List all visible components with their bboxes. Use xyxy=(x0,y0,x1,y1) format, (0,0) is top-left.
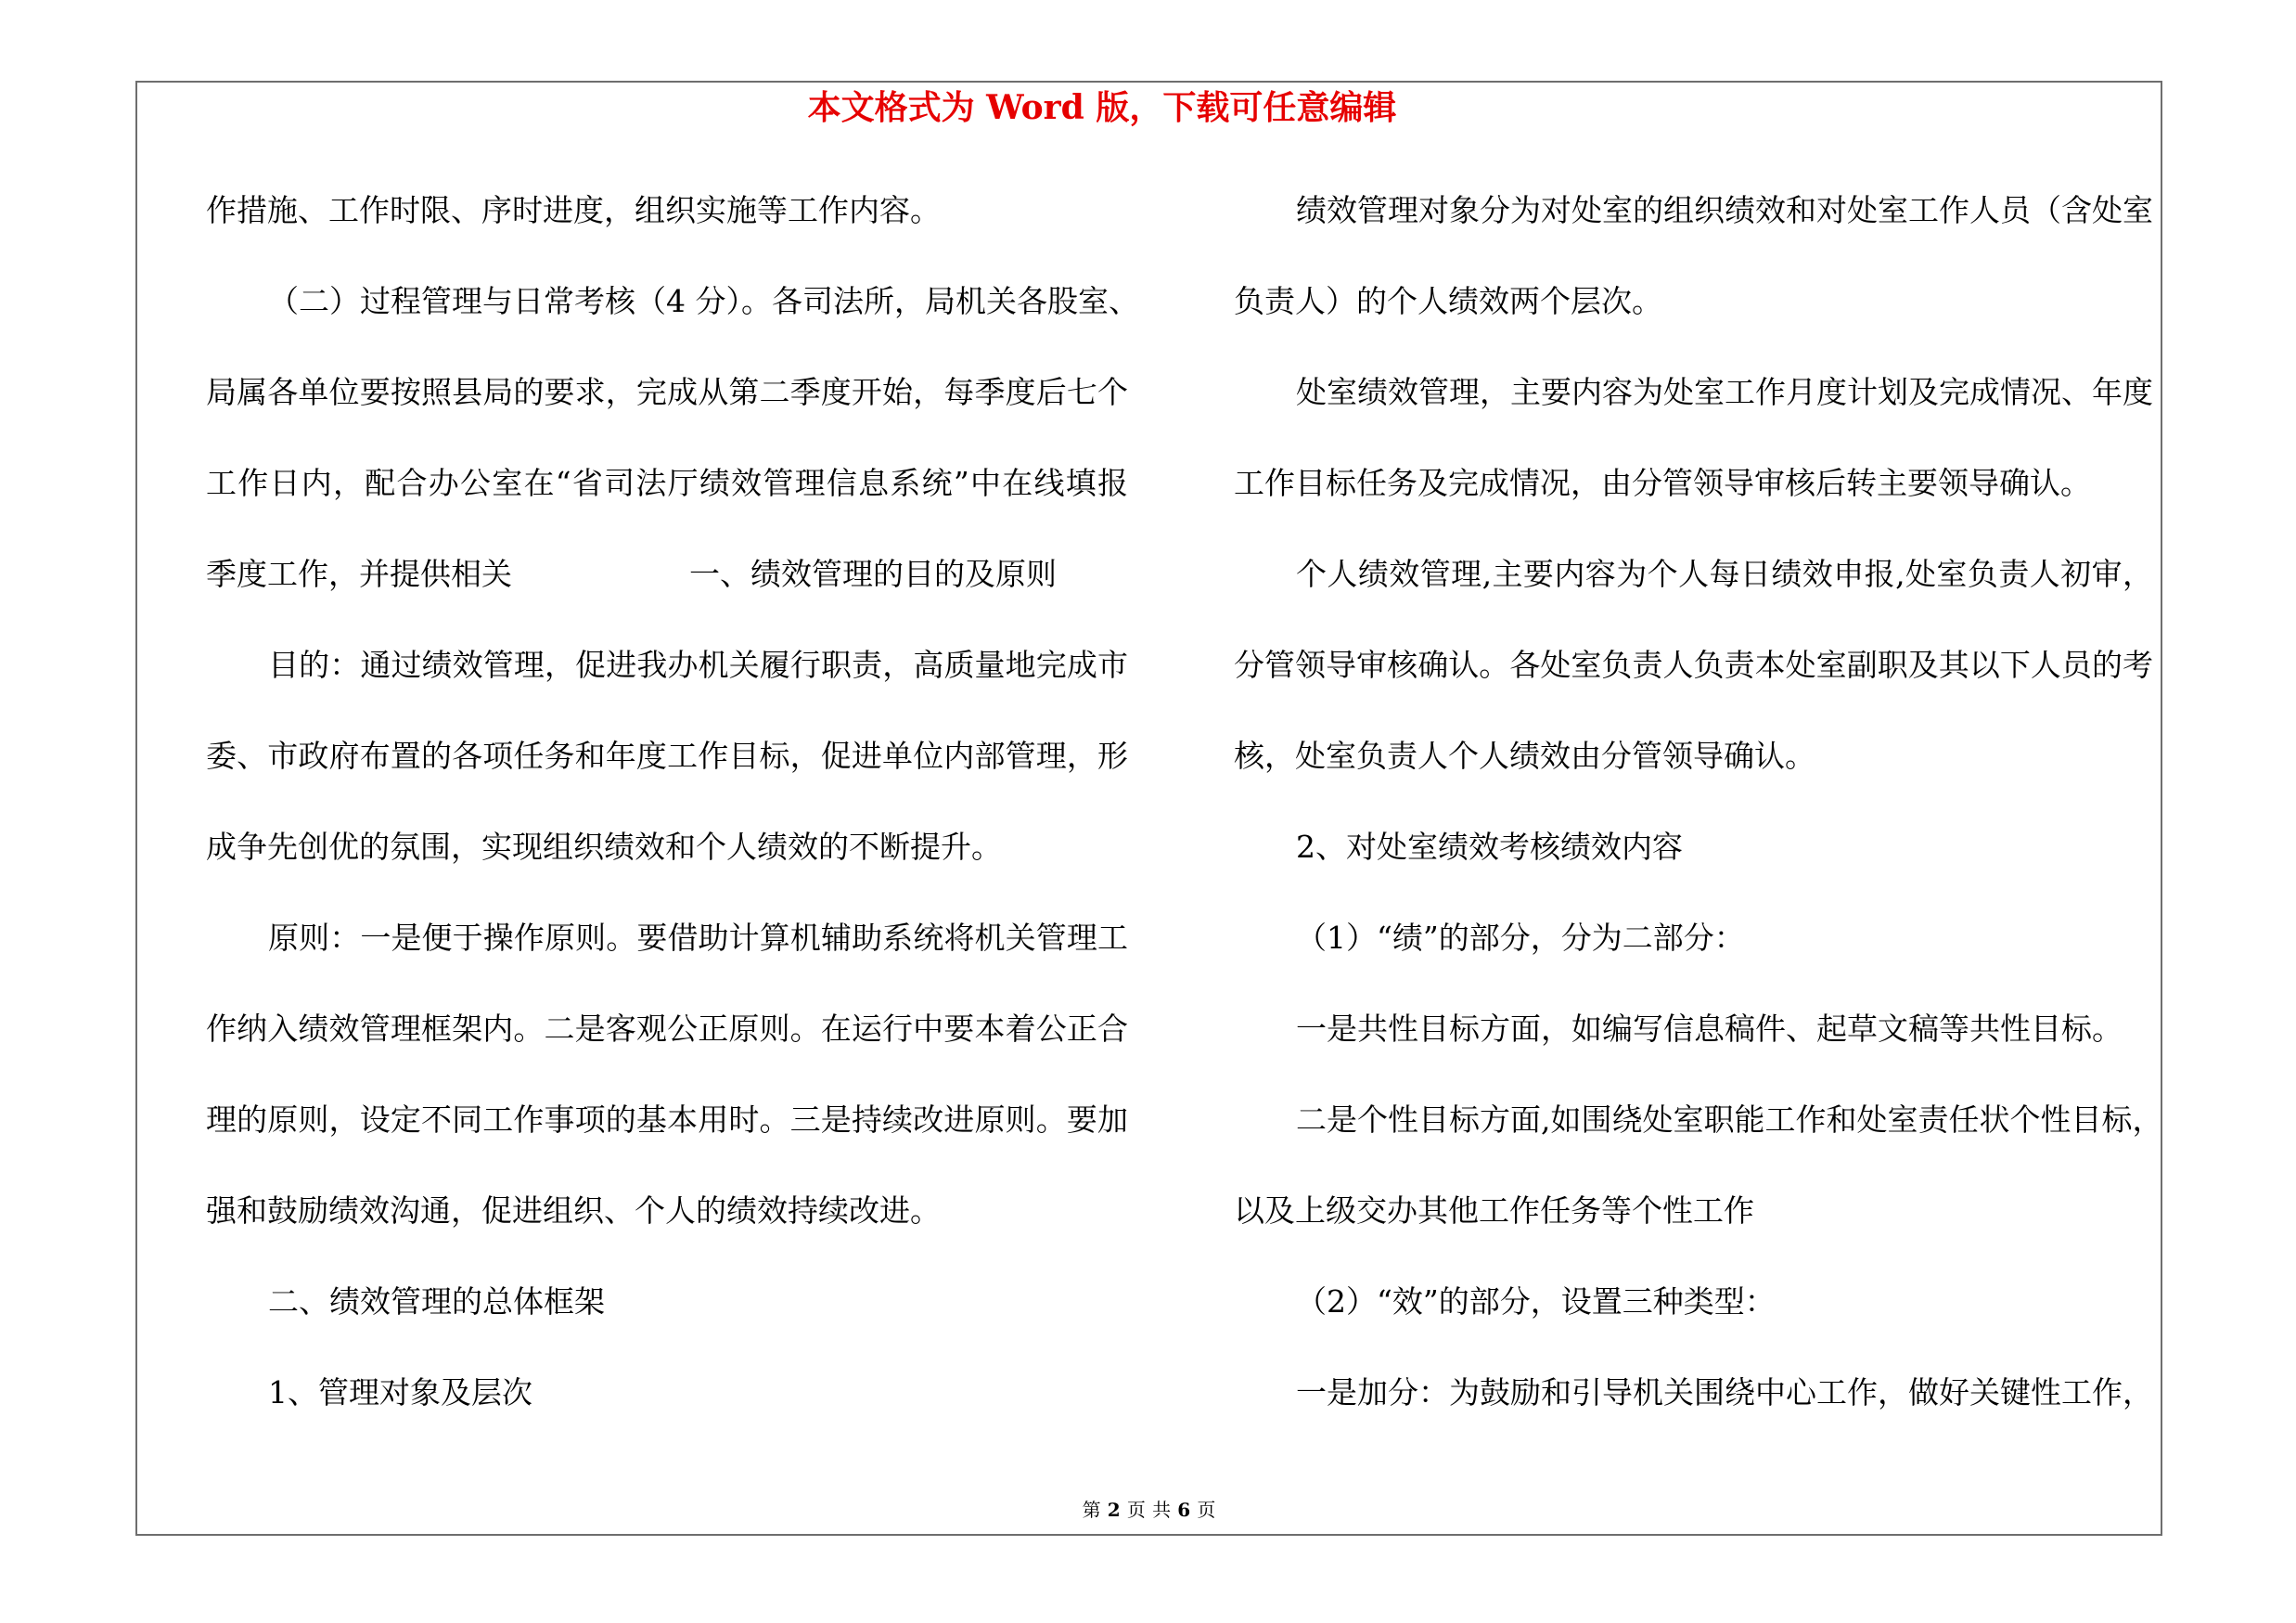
right-column-line: 二是个性目标方面,如围绕处室职能工作和处室责任状个性目标， xyxy=(1296,1101,2163,1138)
right-column-line: 以及上级交办其他工作任务等个性工作 xyxy=(1234,1192,1754,1229)
right-column xyxy=(1234,165,2163,1438)
total-prefix: 共 xyxy=(1152,1499,1172,1521)
right-column-line: （2）“效”的部分，设置三种类型： xyxy=(1296,1283,1776,1320)
right-column-line: 工作目标任务及完成情况，由分管领导审核后转主要领导确认。 xyxy=(1234,465,2091,501)
section-heading: 二、绩效管理的总体框架 xyxy=(268,1283,605,1320)
left-column-line: 季度工作，并提供相关 xyxy=(206,556,512,592)
left-column-line: 委、市政府布置的各项任务和年度工作目标，促进单位内部管理，形 xyxy=(206,738,1128,774)
right-column-line: 处室绩效管理，主要内容为处室工作月度计划及完成情况、年度 xyxy=(1296,374,2153,410)
format-notice: 本文格式为 Word 版，下载可任意编辑 xyxy=(807,88,1397,127)
page-number: 2 xyxy=(1107,1499,1121,1521)
right-column-line: （1）“绩”的部分，分为二部分： xyxy=(1296,920,1745,956)
page-prefix: 第 xyxy=(1082,1499,1101,1521)
left-column-line: 局属各单位要按照县局的要求，完成从第二季度开始，每季度后七个 xyxy=(206,374,1128,410)
right-column-line: 核，处室负责人个人绩效由分管领导确认。 xyxy=(1234,738,1815,774)
page-footer xyxy=(135,1491,2162,1528)
right-column-line: 绩效管理对象分为对处室的组织绩效和对处室工作人员（含处室 xyxy=(1296,192,2153,228)
page-suffix: 页 xyxy=(1126,1499,1146,1521)
left-column-line: 工作日内，配合办公室在“省司法厅绩效管理信息系统”中在线填报 xyxy=(206,465,1128,501)
right-column-line: 负责人）的个人绩效两个层次。 xyxy=(1234,283,1662,319)
section-heading: 一、绩效管理的目的及原则 xyxy=(689,556,1057,592)
right-column-line: 一是共性目标方面，如编写信息稿件、起草文稿等共性目标。 xyxy=(1296,1011,2123,1047)
left-column-line: （二）过程管理与日常考核（4 分）。各司法所，局机关各股室、 xyxy=(268,283,1139,319)
left-column-line: 目的：通过绩效管理，促进我办机关履行职责，高质量地完成市 xyxy=(268,647,1128,683)
right-column-line: 一是加分：为鼓励和引导机关围绕中心工作，做好关键性工作， xyxy=(1296,1374,2153,1410)
left-column-line: 原则：一是便于操作原则。要借助计算机辅助系统将机关管理工 xyxy=(268,920,1128,956)
total-suffix: 页 xyxy=(1197,1499,1216,1521)
left-column-line: 作措施、工作时限、序时进度，组织实施等工作内容。 xyxy=(206,192,941,228)
total-pages: 6 xyxy=(1177,1499,1191,1521)
left-column-line: 理的原则，设定不同工作事项的基本用时。三是持续改进原则。要加 xyxy=(206,1101,1128,1138)
left-column-line: 成争先创优的氛围，实现组织绩效和个人绩效的不断提升。 xyxy=(206,829,1002,865)
right-column-line: 分管领导审核确认。各处室负责人负责本处室副职及其以下人员的考 xyxy=(1234,647,2153,683)
left-column-line: 作纳入绩效管理框架内。二是客观公正原则。在运行中要本着公正合 xyxy=(206,1011,1128,1047)
subsection-heading: 1、管理对象及层次 xyxy=(268,1374,532,1410)
left-column-line: 强和鼓励绩效沟通，促进组织、个人的绩效持续改进。 xyxy=(206,1192,941,1229)
right-column-line: 个人绩效管理,主要内容为个人每日绩效申报,处室负责人初审， xyxy=(1296,556,2153,592)
left-column xyxy=(206,165,1139,1438)
subsection-heading: 2、对处室绩效考核绩效内容 xyxy=(1296,829,1683,865)
